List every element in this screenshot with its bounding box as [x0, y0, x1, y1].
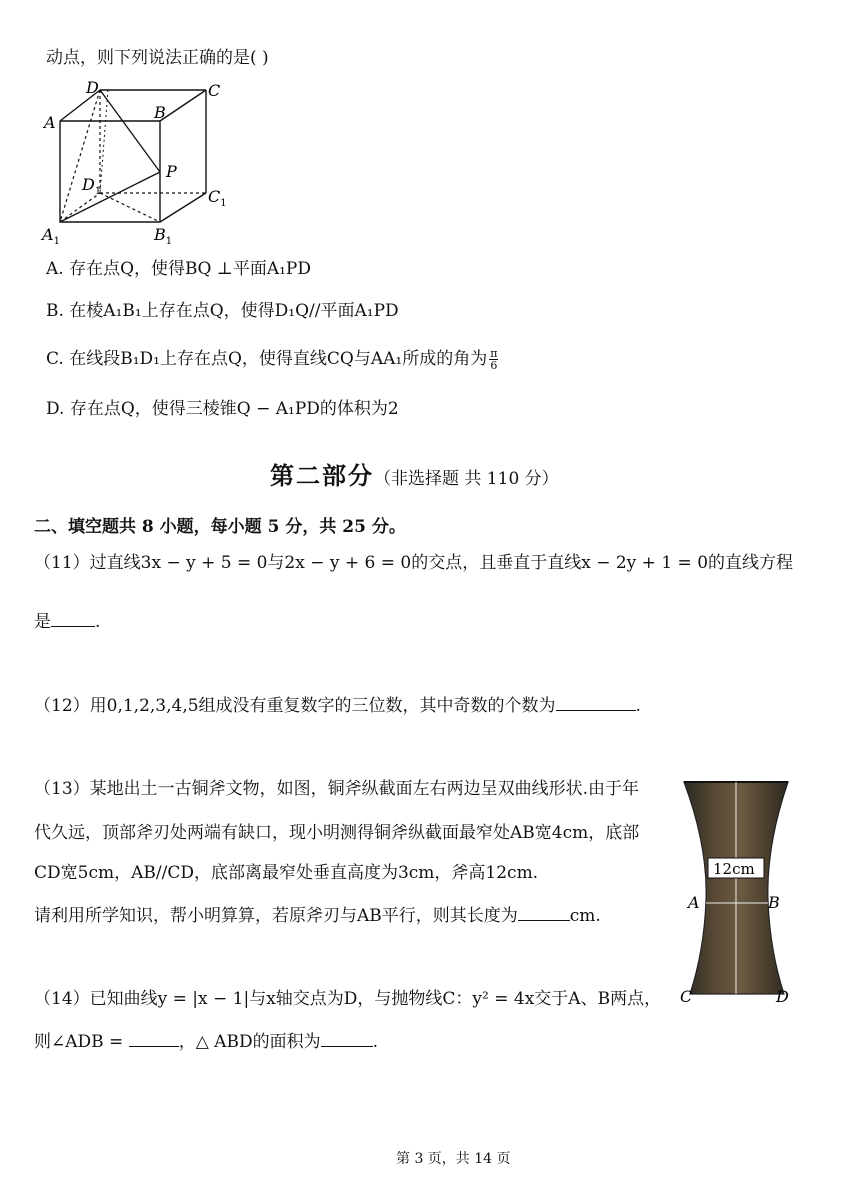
part-heading [270, 456, 559, 491]
option-b: B. 在棱A₁B₁上存在点Q，使得D₁Q//平面A₁PD [46, 301, 399, 321]
q13-text: 请利用所学知识，帮小明算算，若原斧刃与AB平行，则其长度为 [34, 906, 518, 926]
q14-text-b: ，△ ABD的面积为 [178, 1032, 321, 1052]
cube-diagram [38, 76, 238, 248]
cube-label-b: B [154, 103, 166, 122]
cube-label-c1: $C_1$ [208, 187, 227, 209]
bronze-axe-image [676, 776, 796, 1008]
axe-label-d: D [776, 987, 789, 1006]
answer-blank-14a[interactable] [129, 1030, 179, 1047]
cube-label-d: D [86, 78, 99, 97]
q14-period: . [372, 1032, 378, 1052]
part-title: 第二部分 [270, 461, 374, 490]
q11-period: . [95, 612, 101, 632]
cube-label-a1: $A_1$ [42, 225, 60, 247]
question-14-line1: （14）已知曲线y = |x − 1|与x轴交点为D，与抛物线C：y² = 4x交于A、B两点， [34, 989, 662, 1009]
answer-blank-12[interactable] [556, 694, 636, 711]
cube-label-c: C [208, 81, 221, 100]
answer-blank-11[interactable] [51, 610, 95, 627]
cube-label-d1: $D_1$ [82, 175, 102, 197]
question-13-line1: （13）某地出土一古铜斧文物，如图，铜斧纵截面左右两边呈双曲线形状.由于年 [34, 779, 640, 799]
option-c-text: C. 在线段B₁D₁上存在点Q，使得直线CQ与AA₁所成的角为 [46, 349, 488, 369]
question-11-line2 [34, 610, 100, 633]
axe-label-c: C [680, 987, 693, 1006]
option-d: D. 存在点Q，使得三棱锥Q − A₁PD的体积为2 [46, 399, 399, 419]
page-footer: 第 3 页，共 14 页 [396, 1151, 511, 1167]
axe-label-a: A [688, 893, 700, 912]
answer-blank-14b[interactable] [321, 1030, 373, 1047]
option-c [46, 348, 498, 371]
cube-label-b1: $B_1$ [154, 225, 173, 247]
question-12 [34, 694, 641, 717]
q12-text: （12）用0,1,2,3,4,5组成没有重复数字的三位数，其中奇数的个数为 [34, 696, 556, 716]
answer-blank-13[interactable] [518, 904, 570, 921]
q11-text: 是 [34, 612, 51, 632]
question-11-line1: （11）过直线3x − y + 5 = 0与2x − y + 6 = 0的交点，且垂直于直线x − 2y + 1 = 0的直线方程 [34, 553, 794, 573]
section-title: 二、填空题共 8 小题，每小题 5 分，共 25 分。 [34, 517, 406, 537]
cube-label-a: A [44, 113, 56, 132]
intro-line: 动点，则下列说法正确的是( ) [46, 48, 269, 68]
axe-height-label: 12cm [713, 860, 755, 878]
q12-period: . [635, 696, 641, 716]
part-subtitle: （非选择题 共 110 分） [374, 469, 559, 489]
axe-label-b: B [768, 893, 780, 912]
question-13-line4 [34, 904, 601, 927]
q14-text-a: 则∠ADB = [34, 1032, 129, 1052]
q13-unit: cm. [569, 906, 601, 926]
cube-label-p: P [166, 162, 177, 181]
option-c-fraction: $\frac{\pi}{6}$ [490, 347, 498, 372]
option-a: A. 存在点Q，使得BQ ⊥平面A₁PD [46, 259, 312, 279]
question-13-line2: 代久远，顶部斧刃处两端有缺口，现小明测得铜斧纵截面最窄处AB宽4cm，底部 [34, 823, 640, 843]
question-14-line2 [34, 1030, 378, 1053]
question-13-line3: CD宽5cm，AB//CD，底部离最窄处垂直高度为3cm，斧高12cm. [34, 863, 539, 883]
